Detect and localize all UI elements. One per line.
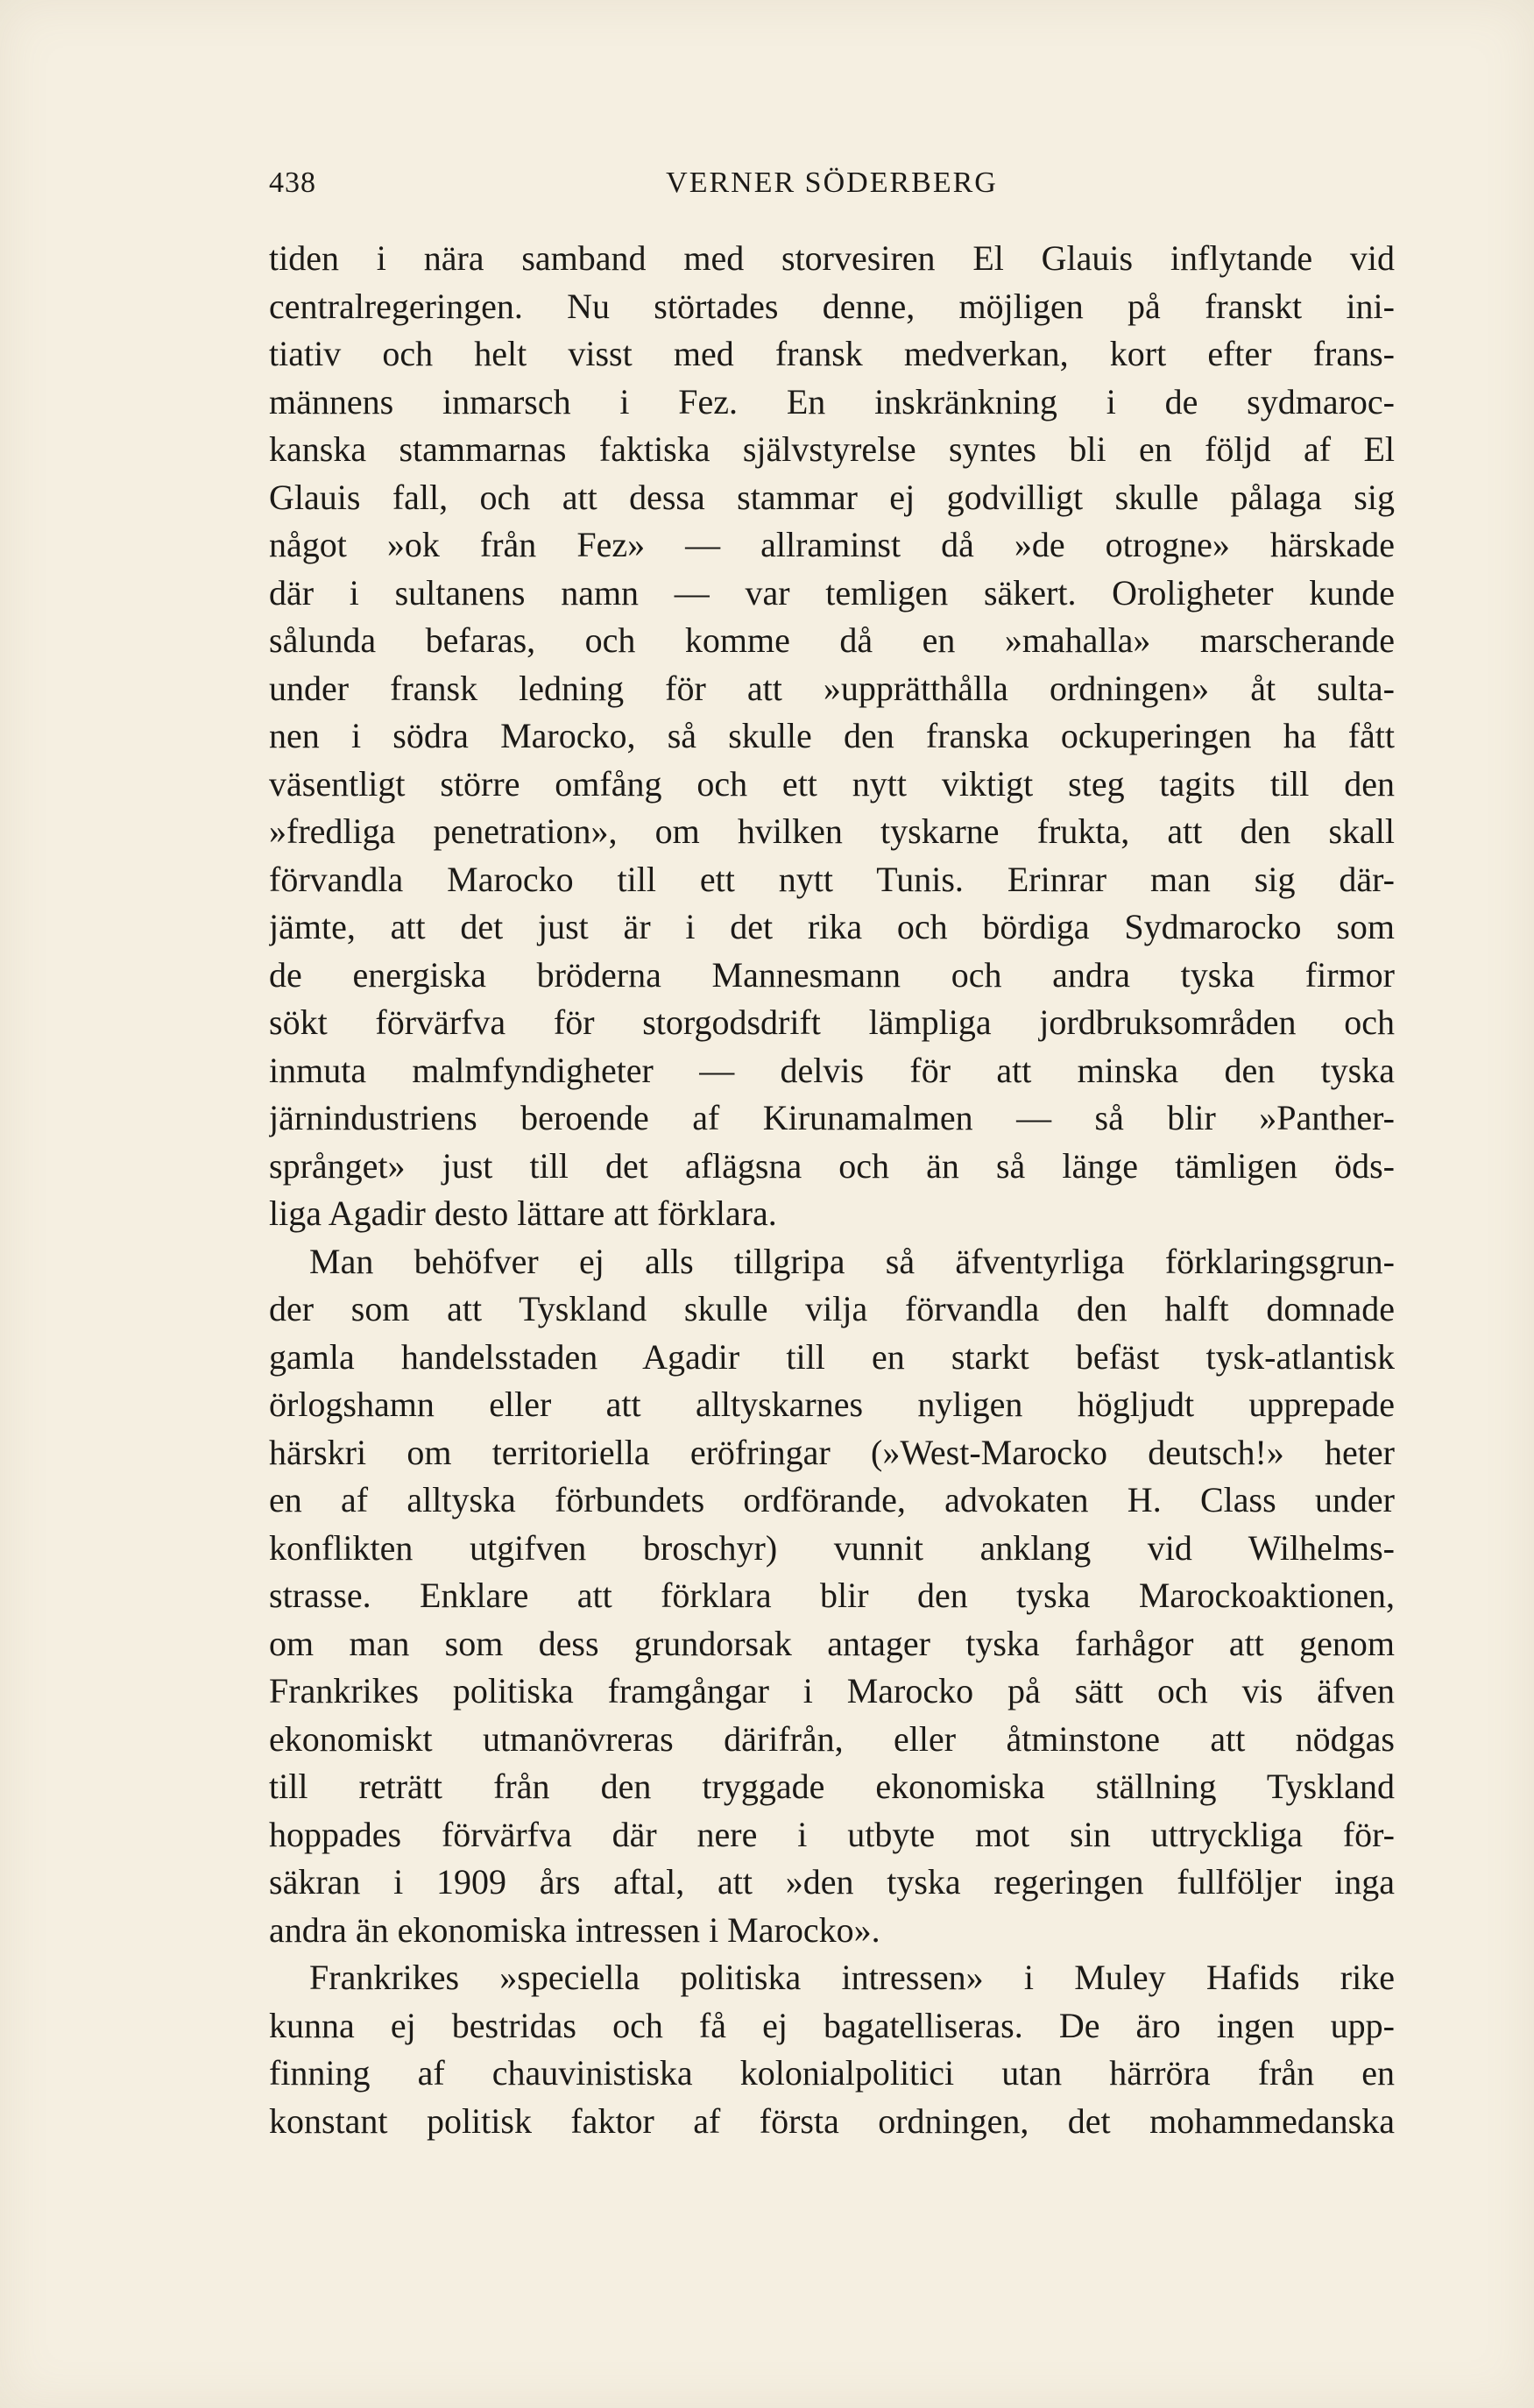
- text-line: något »ok från Fez» — allraminst då »de otrogne» härskade: [269, 525, 1395, 564]
- text-line: jämte, att det just är i det rika och bördiga Sydmarocko som: [269, 907, 1395, 946]
- text-line: männens inmarsch i Fez. En inskränkning i de sydmaroc-: [269, 381, 1395, 421]
- text-line: konflikten utgifven broschyr) vunnit anklang vid Wilhelms-: [269, 1527, 1395, 1568]
- text-line: kunna ej bestridas och få ej bagatelliseras. De äro ingen upp-: [269, 2005, 1395, 2045]
- text-line: Frankrikes politiska framgångar i Marocko på sätt och vis äfven: [269, 1671, 1395, 1710]
- text-line: till reträtt från den tryggade ekonomiska ställning Tyskland: [269, 1767, 1395, 1806]
- text-line: örlogshamn eller att alltyskarnes nyligen högljudt upprepade: [269, 1385, 1395, 1424]
- text-line: andra än ekonomiska intressen i Marocko».: [269, 1909, 880, 1950]
- text-line: finning af chauvinistiska kolonialpolitici utan härröra från en: [269, 2053, 1395, 2093]
- text-line: der som att Tyskland skulle vilja förvandla den halft domnade: [269, 1289, 1395, 1328]
- text-line: kanska stammarnas faktiska självstyrelse syntes bli en följd af El: [269, 429, 1395, 469]
- text-line: konstant politisk faktor af första ordningen, det mohammedanska: [269, 2100, 1395, 2141]
- text-line: järnindustriens beroende af Kirunamalmen — så blir »Panther-: [269, 1098, 1395, 1137]
- text-line: språnget» just till det aflägsna och än så länge tämligen öds-: [269, 1145, 1395, 1186]
- page-number: 438: [269, 166, 316, 199]
- text-line: väsentligt större omfång och ett nytt viktigt steg tagits till den: [269, 763, 1395, 804]
- text-line: inmuta malmfyndigheter — delvis för att minska den tyska: [269, 1050, 1395, 1090]
- text-line: där i sultanens namn — var temligen säkert. Oroligheter kunde: [269, 572, 1395, 613]
- text-line: säkran i 1909 års aftal, att »den tyska regeringen fullföljer inga: [269, 1862, 1395, 1902]
- text-line: förvandla Marocko till ett nytt Tunis. Erinrar man sig där-: [269, 859, 1395, 899]
- text-line: de energiska bröderna Mannesmann och andra tyska firmor: [269, 954, 1395, 995]
- text-line: om man som dess grundorsak antager tyska farhågor att genom: [269, 1623, 1395, 1663]
- text-line: nen i södra Marocko, så skulle den franska ockuperingen ha fått: [269, 716, 1395, 755]
- text-line: tiden i nära samband med storvesiren El Glauis inflytande vid: [269, 238, 1395, 278]
- text-line: tiativ och helt visst med fransk medverkan, kort efter frans-: [269, 334, 1395, 373]
- text-line: gamla handelsstaden Agadir till en starkt befäst tysk-atlantisk: [269, 1336, 1395, 1377]
- text-line: sålunda befaras, och komme då en »mahalla» marscherande: [269, 620, 1395, 660]
- text-line: »fredliga penetration», om hvilken tyskarne frukta, att den skall: [269, 811, 1395, 851]
- text-line: härskri om territoriella eröfringar (»West-Marocko deutsch!» heter: [269, 1432, 1395, 1472]
- page-header: [269, 166, 1395, 210]
- paragraph-3: [269, 1954, 1395, 2145]
- text-line: Glauis fall, och att dessa stammar ej godvilligt skulle pålaga sig: [269, 477, 1395, 517]
- paragraph-1: [269, 235, 1395, 1238]
- text-line: Frankrikes »speciella politiska intressen» i Muley Hafids rike: [309, 1958, 1395, 1997]
- text-line: sökt förvärfva för storgodsdrift lämpliga jordbruksområden och: [269, 1002, 1395, 1042]
- paragraph-2: [269, 1238, 1395, 1955]
- text-line: ekonomiskt utmanövreras därifrån, eller åtminstone att nödgas: [269, 1718, 1395, 1759]
- text-line: strasse. Enklare att förklara blir den tyska Marockoaktionen,: [269, 1576, 1395, 1615]
- text-line: under fransk ledning för att »upprätthålla ordningen» åt sulta-: [269, 668, 1395, 708]
- running-head: VERNER SÖDERBERG: [666, 166, 998, 199]
- text-line: liga Agadir desto lättare att förklara.: [269, 1193, 777, 1233]
- text-line: hoppades förvärfva där nere i utbyte mot sin uttryckliga för-: [269, 1814, 1395, 1854]
- text-line: centralregeringen. Nu störtades denne, möjligen på franskt ini-: [269, 286, 1395, 326]
- text-line: en af alltyska förbundets ordförande, advokaten H. Class under: [269, 1480, 1395, 1519]
- text-line: Man behöfver ej alls tillgripa så äfventyrliga förklaringsgrun-: [309, 1241, 1395, 1281]
- body-text: [269, 235, 1395, 2145]
